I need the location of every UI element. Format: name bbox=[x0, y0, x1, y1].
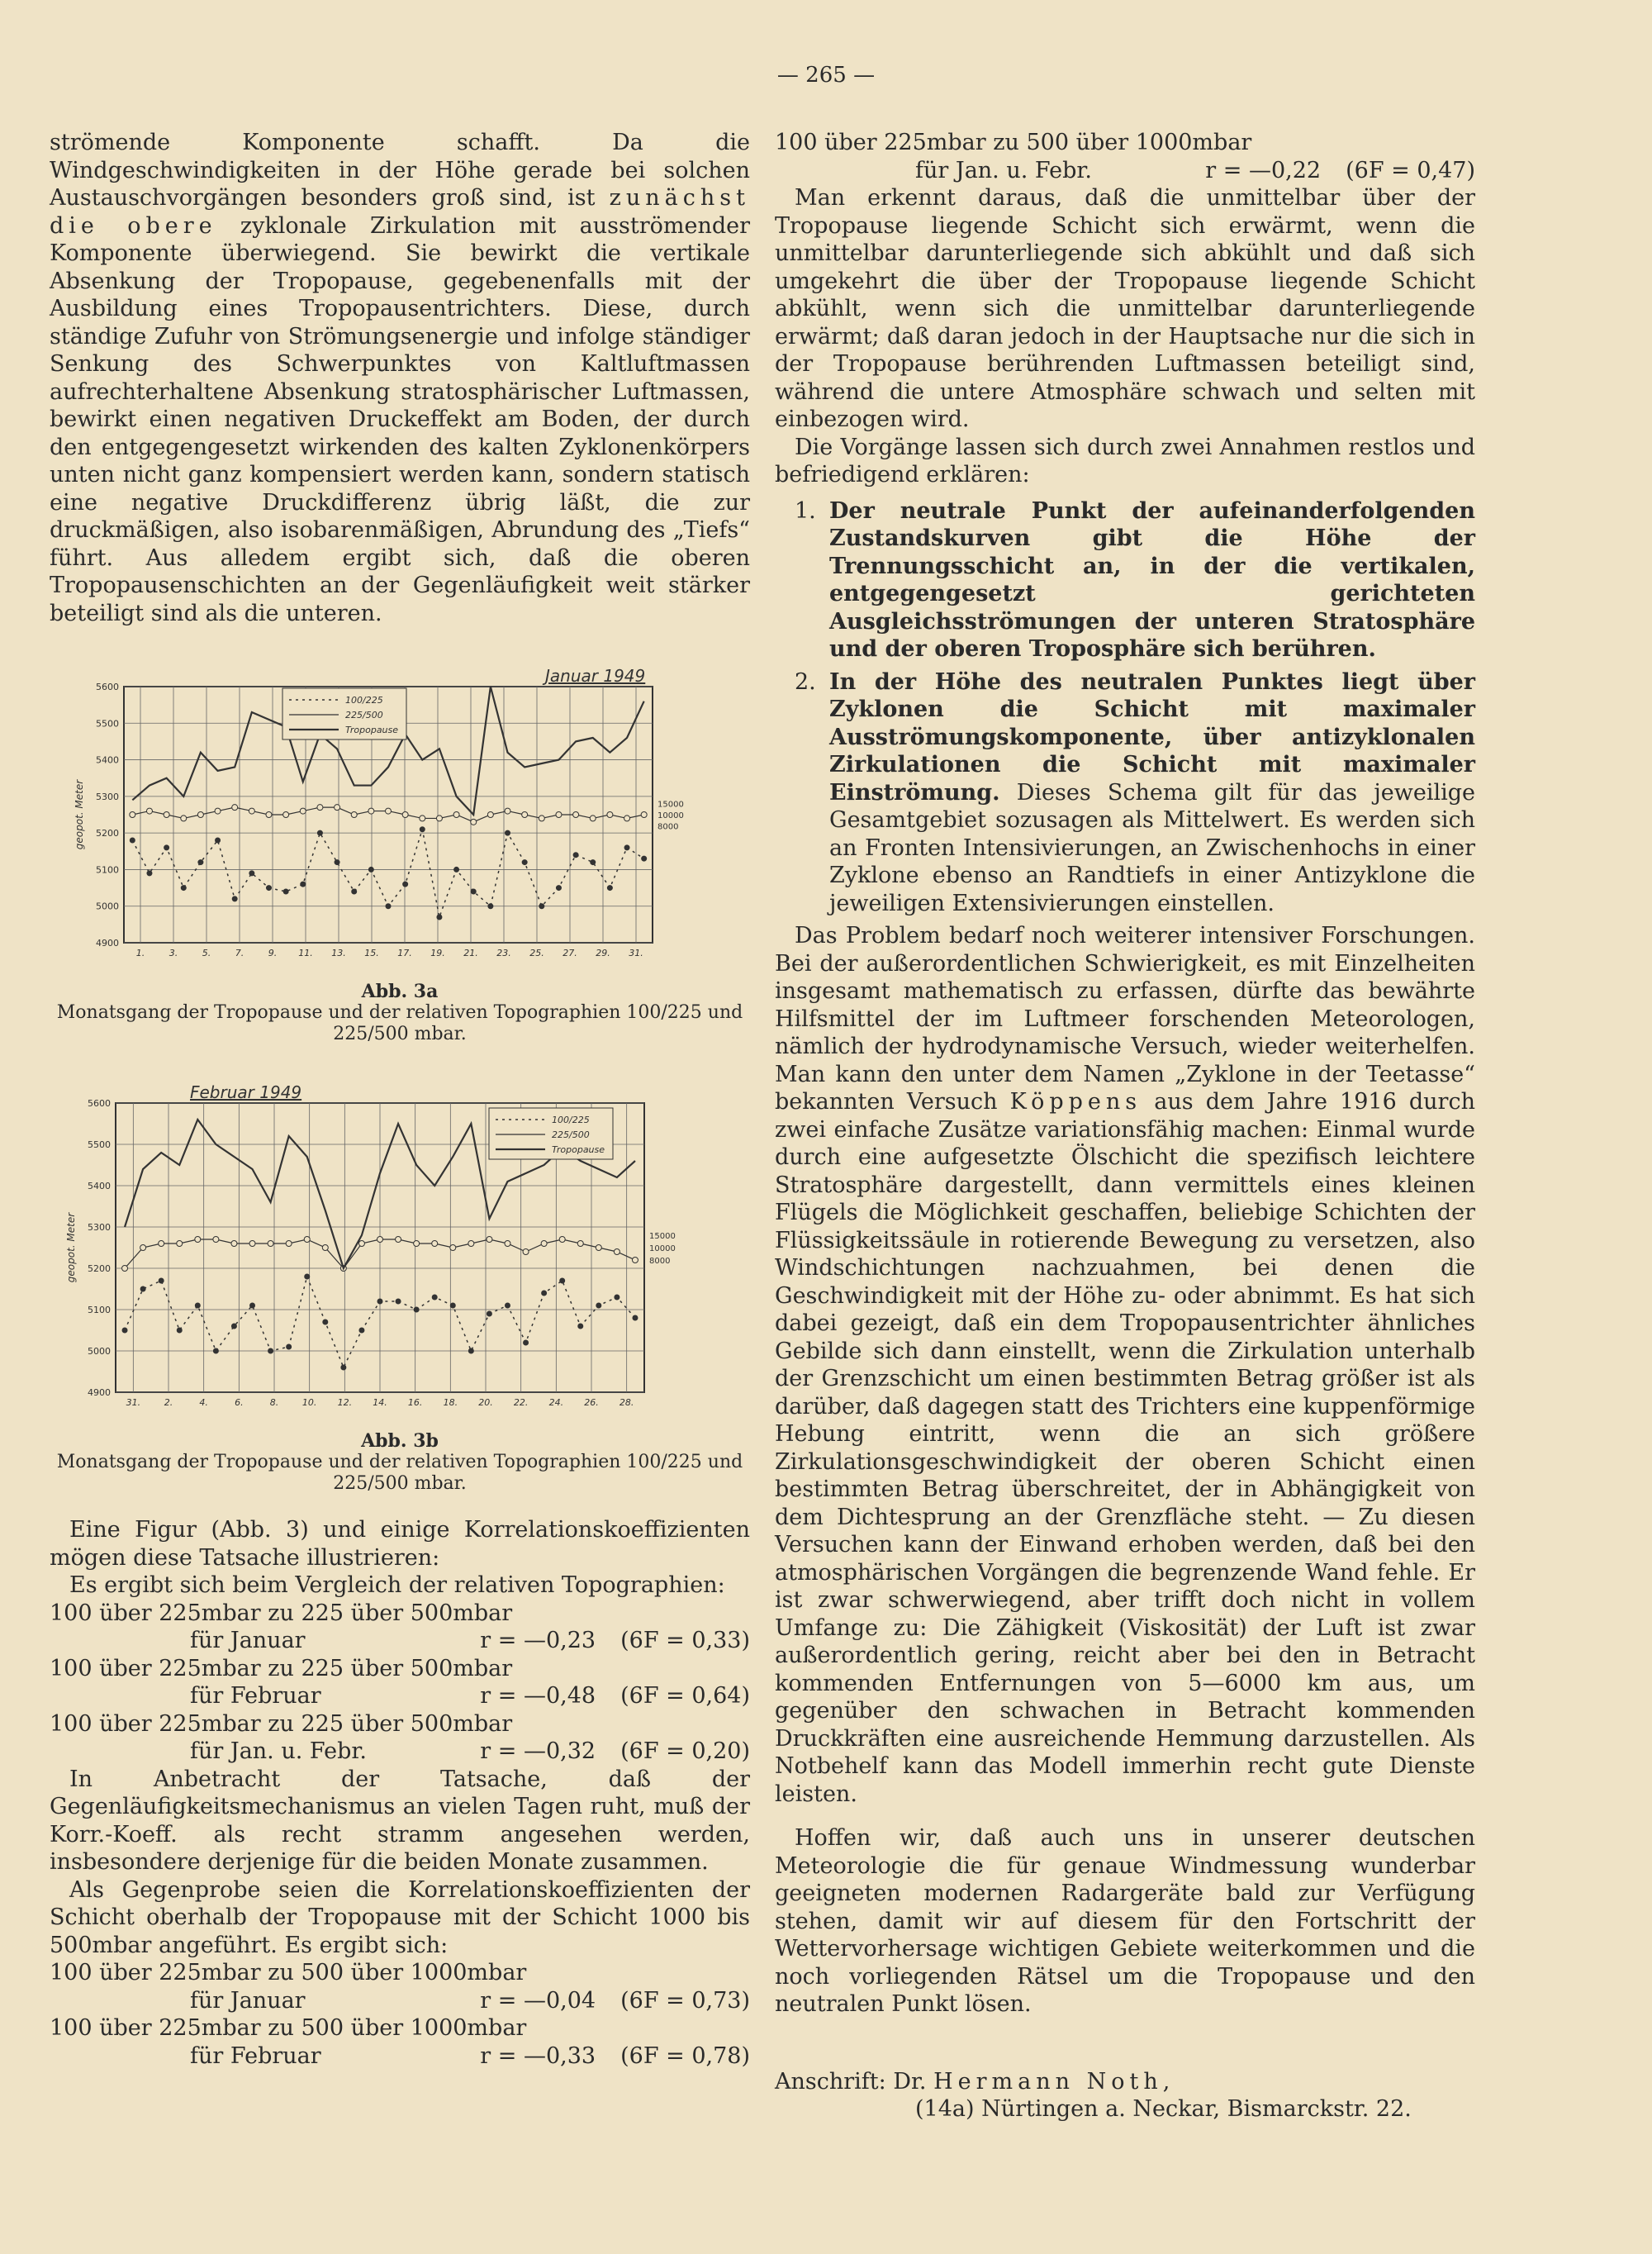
data-point bbox=[386, 808, 392, 814]
data-point bbox=[450, 1245, 456, 1251]
data-point bbox=[359, 1328, 364, 1333]
data-point bbox=[351, 812, 357, 818]
data-point bbox=[488, 904, 493, 909]
corr-item: 100 über 225mbar zu 225 über 500mbar für Februar r = —0,48 (6F = 0,64) bbox=[50, 1655, 750, 1709]
legend-label: 225/500 bbox=[552, 1129, 590, 1140]
data-point bbox=[249, 808, 254, 814]
data-point bbox=[377, 1237, 383, 1243]
figure-3b-caption: Abb. 3b Monatsgang der Tropopause und der relativen Topographien 100/225 und 225/500 mbar. bbox=[56, 1430, 743, 1494]
data-point bbox=[130, 812, 135, 818]
corr-item: 100 über 225mbar zu 225 über 500mbar für Januar r = —0,23 (6F = 0,33) bbox=[50, 1600, 750, 1653]
y-tick-label: 5200 bbox=[88, 1263, 111, 1274]
data-point bbox=[358, 1241, 364, 1247]
data-point bbox=[213, 1237, 219, 1243]
x-tick-label: 8. bbox=[269, 1397, 279, 1408]
data-point bbox=[130, 838, 135, 843]
x-tick-label: 1. bbox=[135, 948, 145, 958]
y-tick-label: 5600 bbox=[96, 682, 119, 692]
data-point bbox=[539, 904, 544, 909]
x-tick-label: 4. bbox=[199, 1397, 208, 1408]
x-tick-label: 12. bbox=[337, 1397, 353, 1408]
legend-label: 100/225 bbox=[552, 1115, 590, 1125]
data-point bbox=[198, 860, 203, 865]
legend-label: 100/225 bbox=[345, 695, 383, 706]
data-point bbox=[414, 1307, 419, 1312]
data-point bbox=[522, 860, 527, 865]
y-tick-label: 5300 bbox=[96, 791, 119, 802]
data-point bbox=[335, 860, 339, 865]
data-point bbox=[454, 867, 459, 872]
data-point bbox=[300, 808, 306, 814]
data-point bbox=[195, 1303, 200, 1308]
x-tick-label: 21. bbox=[463, 948, 478, 958]
data-point bbox=[317, 830, 322, 835]
data-point bbox=[505, 1303, 510, 1308]
chart-january bbox=[66, 662, 727, 976]
data-point bbox=[615, 1295, 620, 1300]
data-point bbox=[578, 1324, 583, 1329]
data-point bbox=[420, 827, 425, 832]
data-point bbox=[195, 1237, 201, 1243]
x-tick-label: 7. bbox=[235, 948, 244, 958]
data-point bbox=[523, 1249, 529, 1255]
data-point bbox=[140, 1286, 145, 1291]
data-point bbox=[231, 1324, 236, 1329]
list-item: 2. In der Höhe des neutralen Punktes liegt über Zyklonen die Schicht mit maximaler Ausströmungskomponente, über antizyklonalen Zirkulationen die Schicht mit maximaler Einströmung. Dieses Schema gilt für das jeweilige Gesamtgebiet sozusagen als Mittelwert. Es werden sich an Fronten Intensivierungen, an Zwischenhochs in einer Zyklone ebenso an Randtiefs in einer Antizyklone die jeweiligen Extensivierungen einstellen. bbox=[795, 668, 1475, 916]
data-point bbox=[468, 1348, 473, 1353]
corr-item: 100 über 225mbar zu 500 über 1000mbar für Januar r = —0,04 (6F = 0,73) bbox=[50, 1960, 750, 2014]
data-point bbox=[505, 808, 510, 814]
x-tick-label: 22. bbox=[513, 1397, 529, 1408]
data-point bbox=[487, 1311, 491, 1316]
data-point bbox=[181, 816, 187, 821]
data-point bbox=[573, 853, 578, 858]
x-tick-label: 11. bbox=[298, 948, 313, 958]
data-point bbox=[556, 812, 562, 818]
x-tick-label: 5. bbox=[202, 948, 211, 958]
y-tick-label: 5400 bbox=[88, 1181, 111, 1191]
data-point bbox=[437, 915, 442, 920]
right-paragraph-3: Das Problem bedarf noch weiterer intensiver Forschungen. Bei der außerordentlichen Schwierigkeit, es mit Einzelheiten insgesamt mathematisch zu erfassen, dürfte das bewährte Hilfsmittel der im Luftmeer forschenden Meteorologen, nämlich der hydrodynamische Versuch, wieder weiterhelfen. Man kann den unter dem Namen „Zyklone in der Teetasse“ bekannten Versuch Köppens aus dem Jahre 1916 durch zwei einfache Zusätze variationsfähig machen: Einmal wurde durch eine aufgesetzte Ölschicht die spezifisch leichtere Stratosphäre dargestellt, dann vermittels eines kleinen Flügels die Möglichkeit geschaffen, beliebige Schichten der Flüssigkeitssäule in rotierende Bewegung zu versetzen, also Windschichtungen nachzuahmen, bei denen die Geschwindigkeit mit der Höhe zu- oder abnimmt. Es hat sich dabei gezeigt, daß ein dem Tropopausentrichter ähnliches Gebilde sich dann einstellt, wenn die Zirkulation unterhalb der Grenzschicht um einen bestimmten Betrag größer ist als darüber, daß dagegen statt des Trichters eine kuppenförmige Hebung eintritt, wenn die an sich größere Zirkulationsgeschwindigkeit der oberen Schicht einen bestimmten Betrag überschreitet, der in Abhängigkeit von dem Dichtesprung an der Grenzfläche steht. — Zu diesen Versuchen kann der Einwand erhoben werden, daß bei den atmosphärischen Vorgängen die begrenzende Wand fehle. Er ist zwar schwerwiegend, aber trifft doch nicht in vollem Umfange zu: Die Zähigkeit (Viskosität) der Luft ist zwar außerordentlich gering, reicht aber bei den in Betracht kommenden Entfernungen von 5—6000 km aus, um gegenüber den schwachen in Betracht kommenden Druckkräften eine ausreichende Hemmung darzustellen. Als Notbehelf kann das Modell immerhin recht gute Dienste leisten. bbox=[775, 923, 1475, 1807]
y-tick-label: 5600 bbox=[88, 1098, 111, 1109]
data-point bbox=[487, 812, 493, 818]
data-point bbox=[453, 812, 459, 818]
right-paragraph-2: Die Vorgänge lassen sich durch zwei Annahmen restlos und befriedigend erklären: bbox=[775, 434, 1475, 487]
right-tick-label: 15000 bbox=[649, 1232, 676, 1241]
data-point bbox=[420, 816, 425, 821]
data-point bbox=[368, 867, 373, 872]
y-tick-label: 5500 bbox=[88, 1139, 111, 1150]
left-paragraph-1: strömende Komponente schafft. Da die Windgeschwindigkeiten in der Höhe gerade bei solchen Austauschvorgängen besonders groß sind, ist zunächst die obere zyklonale Zirkulation mit ausströmender Komponente überwiegend. Sie bewirkt die vertikale Absenkung der Tropopause, gegebenenfalls mit der Ausbildung eines Tropopausentrichters. Diese, durch ständige Zufuhr von Strömungsenergie und infolge ständiger Senkung des Schwerpunktes von Kaltluftmassen aufrechterhaltene Absenkung stratosphärischer Luftmassen, bewirkt einen negativen Druckeffekt am Boden, der durch den entgegengesetzt wirkenden des kalten Zyklonenkörpers unten nicht ganz kompensiert werden kann, sondern statisch eine negative Druckdifferenz übrig läßt, die zur druckmäßigen, also isobarenmäßigen, Abrundung des „Tiefs“ führt. Aus alledem ergibt sich, daß die oberen Tropopausenschichten an der Gegenläufigkeit weit stärker beteiligt sind als die unteren. bbox=[50, 130, 750, 626]
data-point bbox=[352, 889, 357, 894]
chart-title: Februar 1949 bbox=[190, 1082, 302, 1102]
data-point bbox=[283, 889, 288, 894]
data-point bbox=[177, 1241, 183, 1247]
data-point bbox=[266, 812, 272, 818]
x-tick-label: 23. bbox=[496, 948, 511, 958]
data-point bbox=[396, 1237, 401, 1243]
y-tick-label: 5000 bbox=[88, 1346, 111, 1357]
data-point bbox=[539, 816, 544, 821]
data-point bbox=[232, 805, 238, 811]
data-point bbox=[471, 889, 476, 894]
data-point bbox=[287, 1344, 292, 1349]
page-number: — 265 — bbox=[776, 63, 876, 88]
left-paragraph-4: In Anbetracht der Tatsache, daß der Gegenläufigkeitsmechanismus an vielen Tagen ruht, muß der Korr.-Koeff. als recht stramm angesehen werden, insbesondere derjenige für die beiden Monate zusammen. bbox=[50, 1766, 750, 1875]
data-point bbox=[556, 886, 561, 891]
data-point bbox=[249, 1241, 255, 1247]
data-point bbox=[632, 1258, 638, 1263]
correlation-block-1 bbox=[50, 1600, 750, 1766]
data-point bbox=[215, 808, 221, 814]
data-point bbox=[231, 1241, 237, 1247]
y-tick-label: 5400 bbox=[96, 754, 119, 766]
list-item: 1. Der neutrale Punkt der aufeinanderfolgenden Zustandskurven gibt die Höhe der Trennungsschicht an, in der die vertikalen, entgegengesetzt gerichteten Ausgleichsströmungen der unteren Stratosphäre und der oberen Troposphäre sich berühren. bbox=[795, 497, 1475, 662]
data-point bbox=[140, 1245, 146, 1251]
x-tick-label: 3. bbox=[169, 948, 178, 958]
data-point bbox=[250, 1303, 255, 1308]
data-point bbox=[249, 871, 254, 876]
data-point bbox=[323, 1320, 328, 1324]
y-tick-label: 4900 bbox=[88, 1387, 111, 1398]
left-column bbox=[50, 129, 750, 2070]
chart-title: Januar 1949 bbox=[545, 666, 646, 686]
corr-item: 100 über 225mbar zu 500 über 1000mbar für Februar r = —0,33 (6F = 0,78) bbox=[50, 2015, 750, 2069]
y-axis-label: geopot. Meter bbox=[74, 779, 85, 850]
data-point bbox=[402, 812, 408, 818]
data-point bbox=[577, 1241, 583, 1247]
data-point bbox=[624, 845, 629, 850]
data-point bbox=[573, 812, 579, 818]
legend-label: Tropopause bbox=[345, 725, 399, 735]
legend-label: Tropopause bbox=[552, 1144, 605, 1155]
x-tick-label: 24. bbox=[548, 1397, 564, 1408]
data-point bbox=[122, 1266, 128, 1272]
data-point bbox=[268, 1348, 273, 1353]
data-point bbox=[541, 1241, 547, 1247]
y-tick-label: 5200 bbox=[96, 828, 119, 839]
x-tick-label: 26. bbox=[584, 1397, 599, 1408]
data-point bbox=[147, 871, 152, 876]
data-point bbox=[181, 886, 186, 891]
figure-3b bbox=[50, 1078, 750, 1495]
x-tick-label: 6. bbox=[235, 1397, 244, 1408]
data-point bbox=[305, 1274, 310, 1279]
data-point bbox=[266, 886, 271, 891]
left-paragraph-5: Als Gegenprobe seien die Korrelationskoeffizienten der Schicht oberhalb der Tropopause mit der Schicht 1000 bis 500mbar angeführt. Es ergibt sich: bbox=[50, 1876, 750, 1958]
x-tick-label: 17. bbox=[397, 948, 412, 958]
y-tick-label: 4900 bbox=[96, 938, 119, 949]
data-point bbox=[341, 1365, 346, 1370]
assumptions-list bbox=[775, 497, 1475, 918]
data-point bbox=[624, 816, 630, 821]
y-axis-label: geopot. Meter bbox=[65, 1212, 77, 1283]
data-point bbox=[414, 1241, 420, 1247]
x-tick-label: 9. bbox=[268, 948, 278, 958]
data-point bbox=[317, 805, 323, 811]
data-point bbox=[164, 845, 169, 850]
data-point bbox=[377, 1299, 382, 1304]
y-tick-label: 5500 bbox=[96, 718, 119, 730]
x-tick-label: 27. bbox=[563, 948, 577, 958]
data-point bbox=[450, 1303, 455, 1308]
data-point bbox=[322, 1245, 328, 1251]
data-point bbox=[286, 1241, 292, 1247]
x-tick-label: 13. bbox=[331, 948, 346, 958]
data-point bbox=[506, 830, 510, 835]
chart-february bbox=[58, 1078, 719, 1425]
data-point bbox=[159, 1241, 164, 1247]
data-point bbox=[641, 812, 647, 818]
data-point bbox=[268, 1241, 273, 1247]
data-point bbox=[436, 816, 442, 821]
x-tick-label: 18. bbox=[443, 1397, 458, 1408]
x-tick-label: 28. bbox=[619, 1397, 634, 1408]
data-point bbox=[522, 812, 528, 818]
right-paragraph-1: Man erkennt daraus, daß die unmittelbar über der Tropopause liegende Schicht sich erwärmt, wenn die unmittelbar darunterliegende sich abkühlt und daß sich umgekehrt die über der Tropopause liegende Schicht abkühlt, wenn sich die unmittelbar darunterliegende erwärmt; daß daran jedoch in der Hauptsache nur die sich in der Tropopause berührenden Luftmassen beteiligt sind, während die untere Atmosphäre schwach und selten mit einbezogen wird. bbox=[775, 185, 1475, 432]
data-point bbox=[560, 1278, 565, 1283]
data-point bbox=[403, 882, 408, 887]
data-point bbox=[590, 816, 596, 821]
right-tick-label: 8000 bbox=[657, 822, 679, 832]
correlation-block-2 bbox=[50, 1959, 750, 2070]
right-tick-label: 8000 bbox=[649, 1257, 671, 1266]
x-tick-label: 19. bbox=[430, 948, 445, 958]
data-point bbox=[232, 896, 237, 901]
data-point bbox=[642, 856, 647, 861]
data-point bbox=[468, 1241, 474, 1247]
right-tick-label: 10000 bbox=[649, 1244, 676, 1253]
spaced-emphasis: zunächst die obere bbox=[50, 185, 750, 239]
x-tick-label: 29. bbox=[596, 948, 610, 958]
x-tick-label: 15. bbox=[364, 948, 379, 958]
data-point bbox=[607, 886, 612, 891]
x-tick-label: 10. bbox=[301, 1397, 317, 1408]
data-point bbox=[596, 1245, 601, 1251]
x-tick-label: 31. bbox=[629, 948, 643, 958]
data-point bbox=[386, 904, 391, 909]
data-point bbox=[505, 1241, 510, 1247]
x-tick-label: 31. bbox=[126, 1397, 141, 1408]
data-point bbox=[335, 805, 340, 811]
data-point bbox=[591, 860, 596, 865]
data-point bbox=[177, 1328, 182, 1333]
data-point bbox=[197, 812, 203, 818]
correlation-top: 100 über 225mbar zu 500 über 1000mbar für Jan. u. Febr. r = —0,22 (6F = 0,47) bbox=[775, 130, 1475, 183]
right-tick-label: 10000 bbox=[657, 811, 684, 820]
data-point bbox=[524, 1340, 529, 1345]
data-point bbox=[633, 1315, 638, 1320]
figure-3a bbox=[50, 662, 750, 1045]
x-tick-label: 25. bbox=[529, 948, 544, 958]
right-paragraph-4: Hoffen wir, daß auch uns in unserer deutschen Meteorologie die für genaue Windmessung wunderbar geeigneten modernen Radargeräte bald zur Verfügung stehen, damit wir auf diesem für den Fortschritt der Wettervorhersage wichtigen Gebiete weiterkommen und die noch vorliegenden Rätsel um die Tropopause und den neutralen Punkt lösen. bbox=[775, 1825, 1475, 2017]
data-point bbox=[304, 1237, 310, 1243]
data-point bbox=[614, 1249, 620, 1255]
address-block: Anschrift: Dr. Hermann Noth, (14a) Nürtingen a. Neckar, Bismarckstr. 22. bbox=[775, 2068, 1412, 2122]
data-point bbox=[396, 1299, 401, 1304]
figure-3a-caption: Abb. 3a Monatsgang der Tropopause und der relativen Topographien 100/225 und 225/500 mbar. bbox=[56, 981, 743, 1044]
data-point bbox=[542, 1291, 547, 1296]
data-point bbox=[301, 882, 306, 887]
data-point bbox=[159, 1278, 164, 1283]
data-point bbox=[164, 812, 169, 818]
data-point bbox=[432, 1295, 437, 1300]
legend-label: 225/500 bbox=[345, 710, 383, 720]
data-point bbox=[607, 812, 613, 818]
data-point bbox=[213, 1348, 218, 1353]
y-tick-label: 5300 bbox=[88, 1222, 111, 1233]
data-point bbox=[216, 838, 221, 843]
right-column bbox=[775, 129, 1475, 2123]
data-point bbox=[471, 819, 477, 825]
left-paragraph-3: Es ergibt sich beim Vergleich der relativen Topographien: bbox=[69, 1572, 725, 1598]
data-point bbox=[146, 808, 152, 814]
right-tick-label: 15000 bbox=[657, 800, 684, 810]
data-point bbox=[487, 1237, 492, 1243]
x-tick-label: 20. bbox=[478, 1397, 493, 1408]
left-paragraph-2: Eine Figur (Abb. 3) und einige Korrelationskoeffizienten mögen diese Tatsache illustrieren: bbox=[50, 1517, 750, 1571]
corr-item: 100 über 225mbar zu 225 über 500mbar für Jan. u. Febr. r = —0,32 (6F = 0,20) bbox=[50, 1710, 750, 1764]
data-point bbox=[122, 1328, 127, 1333]
y-tick-label: 5100 bbox=[88, 1305, 111, 1315]
data-point bbox=[368, 808, 374, 814]
data-point bbox=[596, 1303, 601, 1308]
data-point bbox=[432, 1241, 438, 1247]
x-tick-label: 16. bbox=[407, 1397, 423, 1408]
data-point bbox=[559, 1237, 565, 1243]
x-tick-label: 14. bbox=[373, 1397, 387, 1408]
spaced-emphasis: Köppens bbox=[1009, 1089, 1142, 1115]
x-tick-label: 2. bbox=[164, 1397, 173, 1408]
y-tick-label: 5100 bbox=[96, 864, 119, 876]
data-point bbox=[283, 812, 289, 818]
y-tick-label: 5000 bbox=[96, 901, 119, 912]
